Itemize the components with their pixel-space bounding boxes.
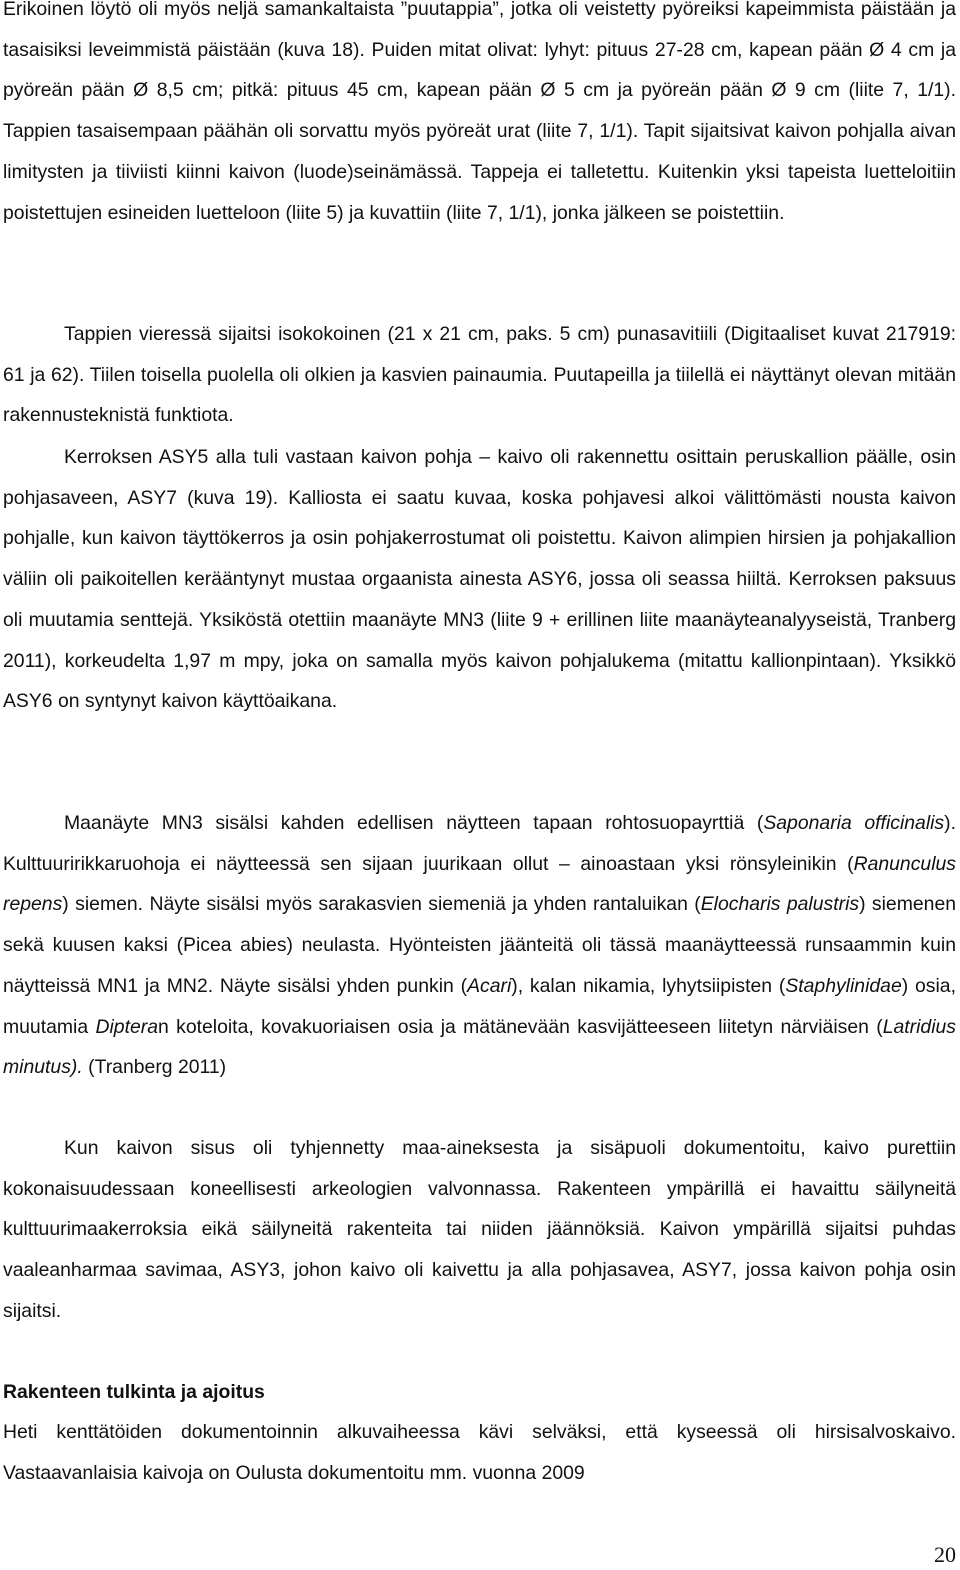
section-heading: Rakenteen tulkinta ja ajoitus [3,1381,265,1403]
citation: (Tranberg 2011) [82,1056,227,1079]
species-name: Saponaria officinalis [763,812,945,834]
paragraph-text: ) osia, muutamia [3,974,956,1038]
species-name: Latridius minutus). [3,1015,956,1079]
paragraph-text: n koteloita, kovakuoriaisen osia ja mätänevään kasvijätteeseen liitetyn närviäisen ( [158,1015,883,1038]
paragraph-tulkinta [3,1412,956,1493]
paragraph-text: Maanäyte MN3 sisälsi kahden edellisen näytteen tapaan rohtosuopayrttiä ( [64,812,764,834]
paragraph-text: ) siemen. Näyte sisälsi myös sarakasvien siemeniä ja yhden rantaluikan ( [62,893,701,916]
page-number: 20 [934,1542,956,1567]
paragraph-puutapit [3,0,956,233]
paragraph-text: Erikoinen löytö oli myös neljä samankaltaista ”puutappia”, jotka oli veistetty pyöreiksi kapeimmista päistään ja tasaisiksi leveimmistä päistään (kuva 18). Puiden mitat olivat: lyhyt: pituus 27-28 cm, kapean pään Ø 4 cm ja pyöreän pään Ø 8,5 cm; pitkä: pituus 45 cm, kapean pään Ø 5 cm ja pyöreän pään Ø 9 cm (liite 7, 1/1). Tappien tasaisempaan päähän oli sorvattu myös pyöreät urat (liite 7, 1/1). Tapit sijaitsivat kaivon pohjalla aivan limitysten ja tiiviisti kiinni kaivon (luode)seinämässä. Tappeja ei talletettu. Kuitenkin yksi tapeista luetteloitiin poistettujen esineiden luetteloon (liite 5) ja kuvattiin (liite 7, 1/1), jonka jälkeen se poistettiin. [3,0,956,224]
species-name: Diptera [95,1015,158,1038]
species-name: Elocharis palustris [700,893,860,916]
species-name: Staphylinidae [785,974,902,997]
paragraph-text: Kerroksen ASY5 alla tuli vastaan kaivon pohja – kaivo oli rakennettu osittain peruskallion päälle, osin pohjasaveen, ASY7 (kuva 19). Kalliosta ei saatu kuvaa, koska pohjavesi alkoi välittömästi nousta kaivon pohjalle, kun kaivon täyttökerros ja osin pohjakerrostumat oli poistettu. Kaivon alimpien hirsien ja pohjakallion väliin oli paikoitellen kerääntynyt mustaa orgaanista ainesta ASY6, jossa oli seassa hiiltä. Kerroksen paksuus oli muutamia senttejä. Yksiköstä otettiin maanäyte MN3 (liite 9 + erillinen liite maanäyteanalyyseistä, Tranberg 2011), korkeudelta 1,97 m mpy, joka on samalla myös kaivon pohjalukema (mitattu kallionpintaan). Yksikkö ASY6 on syntynyt kaivon käyttöaikana. [3,446,956,713]
paragraph-purku [3,1128,956,1332]
paragraph-text: ) siemenen sekä kuusen kaksi (Picea abies) neulasta. Hyönteisten jäänteitä oli tässä maanäytteessä runsaammin kuin näytteissä MN1 ja MN2. Näyte sisälsi yhden punkin ( [3,893,957,997]
paragraph-text: Kun kaivon sisus oli tyhjennetty maa-aineksesta ja sisäpuoli dokumentoitu, kaivo purettiin kokonaisuudessaan koneellisesti arkeologien valvonnassa. Rakenteen ympärillä ei havaittu säilyneitä kulttuurimaakerroksia eikä säilyneitä rakenteita tai niiden jäännöksiä. Kaivon ympärillä sijaitsi puhdas vaaleanharmaa savimaa, ASY3, johon kaivo oli kaivettu ja alla pohjasavea, ASY7, jossa kaivon pohja osin sijaitsi. [3,1137,956,1322]
paragraph-text: ). Kulttuuririkkaruohoja ei näytteessä sen sijaan juurikaan ollut – ainoastaan yksi rönsyleinikin ( [3,812,956,875]
species-name: Acari [467,974,512,997]
species-name: Ranunculus repens [3,852,956,916]
paragraph-text: Heti kenttätöiden dokumentoinnin alkuvaiheessa kävi selväksi, että kyseessä oli hirsisalvoskaivo. Vastaavanlaisia kaivoja on Oulusta dokumentoitu mm. vuonna 2009 [3,1421,956,1484]
paragraph-text: Tappien vieressä sijaitsi isokokoinen (21 x 21 cm, paks. 5 cm) punasavitiili (Digitaaliset kuvat 217919: 61 ja 62). Tiilen toisella puolella oli olkien ja kasvien painaumia. Puutapeilla ja tiilellä ei näyttänyt olevan mitään rakennusteknistä funktiota. [3,323,956,427]
paragraph-text: ), kalan nikamia, lyhytsiipisten ( [511,974,786,997]
paragraph-kaivon-pohja [3,437,956,722]
paragraph-tiili [3,314,956,436]
paragraph-maanayte [3,803,956,1088]
